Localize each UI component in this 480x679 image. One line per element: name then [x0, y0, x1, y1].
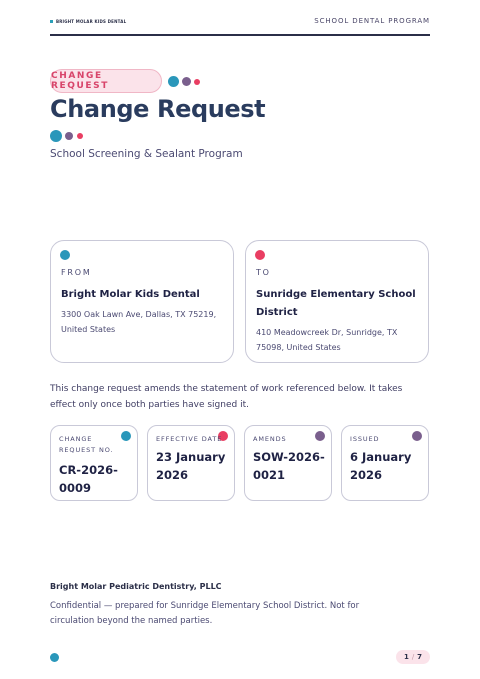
page-number-badge — [396, 650, 430, 664]
teal-dot-icon — [50, 130, 62, 142]
purple-dot-icon — [65, 132, 73, 140]
info-card-issued — [341, 425, 429, 501]
page-subtitle: School Screening & Sealant Program — [50, 148, 243, 160]
info-label: ISSUED — [350, 435, 380, 443]
footer-company: Bright Molar Pediatric Dentistry, PLLC — [50, 582, 222, 591]
page-current: 1 — [403, 653, 409, 661]
info-label: AMENDS — [253, 435, 287, 443]
info-value: SOW-2026-0021 — [253, 450, 325, 482]
to-name: Sunridge Elementary School District — [256, 289, 416, 318]
from-name: Bright Molar Kids Dental — [61, 289, 200, 300]
to-address: 410 Meadowcreek Dr, Sunridge, TX 75098, United States — [256, 328, 398, 352]
page-total: 7 — [417, 653, 423, 661]
info-label: EFFECTIVE DATE — [156, 435, 223, 443]
teal-dot-icon — [50, 653, 59, 662]
header-program: SCHOOL DENTAL PROGRAM — [314, 17, 430, 25]
info-card-amends — [244, 425, 332, 501]
from-card — [50, 240, 234, 363]
teal-dot-icon — [60, 250, 70, 260]
info-card-change-request-no — [50, 425, 138, 501]
info-card-effective-date — [147, 425, 235, 501]
brand-square-icon — [50, 20, 53, 23]
info-value: 6 January 2026 — [350, 450, 412, 482]
info-value: CR-2026-0009 — [59, 463, 118, 495]
from-address: 3300 Oak Lawn Ave, Dallas, TX 75219, United States — [61, 310, 217, 334]
pink-dot-icon — [255, 250, 265, 260]
to-card — [245, 240, 429, 363]
page-title: Change Request — [50, 95, 266, 123]
pink-dot-icon — [194, 79, 200, 85]
footer-confidential: Confidential — prepared for Sunridge Elementary School District. Not for circulation beyond the named parties. — [50, 601, 360, 626]
intro-text: This change request amends the statement of work referenced below. It takes effect only once both parties have signed it. — [50, 384, 403, 410]
page-header — [50, 16, 430, 36]
page-separator: / — [411, 653, 415, 661]
header-brand-text: BRIGHT MOLAR KIDS DENTAL — [56, 19, 127, 24]
info-value: 23 January 2026 — [156, 450, 226, 482]
pink-dot-icon — [77, 133, 83, 139]
info-label: CHANGE REQUEST NO. — [59, 435, 114, 454]
teal-dot-icon — [168, 76, 179, 87]
from-label: FROM — [61, 268, 92, 277]
to-label: TO — [256, 268, 271, 277]
purple-dot-icon — [182, 77, 191, 86]
doc-type-badge: CHANGE REQUEST — [50, 69, 162, 93]
header-brand — [50, 19, 126, 24]
